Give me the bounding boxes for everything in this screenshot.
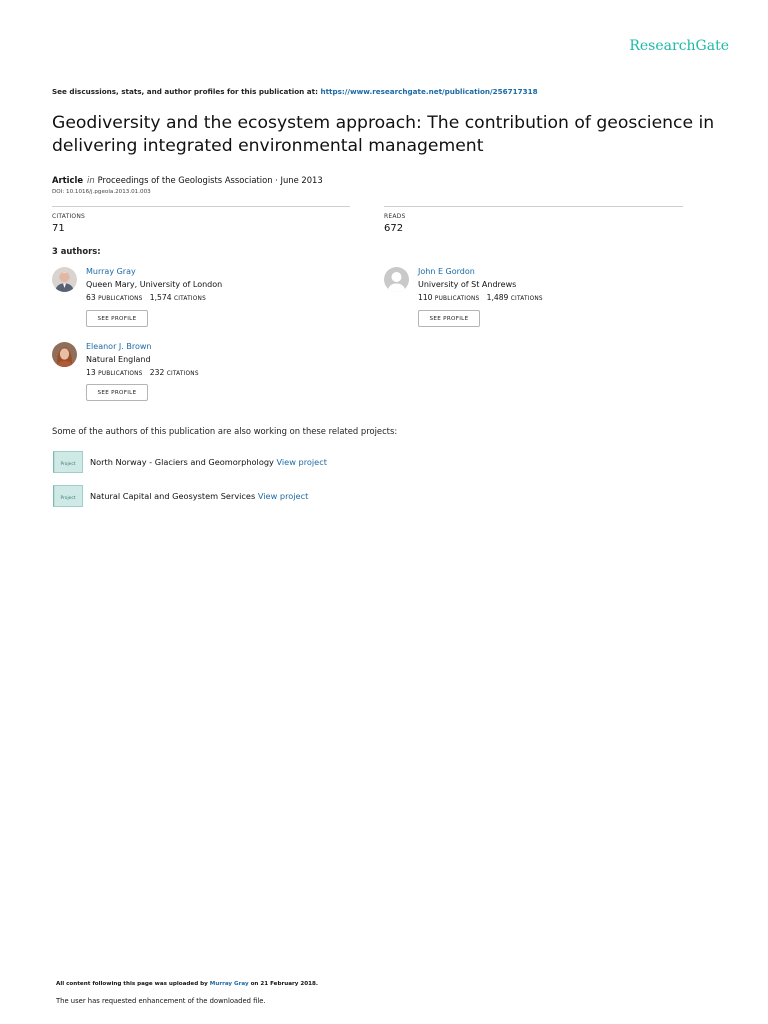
publication-type: Article <box>52 175 84 185</box>
publications-label: PUBLICATIONS <box>98 371 143 377</box>
publication-title: Geodiversity and the ecosystem approach: The contribution of geoscience in delivering integrated environmental management <box>52 113 715 156</box>
author-name-john-e-gordon[interactable]: John E Gordon <box>418 267 475 276</box>
uploader-link[interactable]: Murray Gray <box>209 981 249 987</box>
researchgate-logo[interactable]: ResearchGate <box>629 38 729 54</box>
project-icon-label: Project <box>60 462 76 467</box>
author-stats <box>418 293 543 302</box>
avatar-murray-gray[interactable] <box>52 267 77 292</box>
view-project-link[interactable]: View project <box>257 491 309 501</box>
author-stats <box>86 368 199 377</box>
citations-label: CITATIONS <box>52 213 86 220</box>
avatar-eleanor-j-brown[interactable] <box>52 342 77 367</box>
reads-count: 672 <box>384 223 404 234</box>
project-title: North Norway - Glaciers and Geomorphology <box>90 457 274 467</box>
upload-suffix: on 21 February 2018. <box>248 981 319 987</box>
project-folder-icon[interactable] <box>53 485 83 507</box>
author-stats <box>86 293 206 302</box>
authors-label: 3 authors: <box>52 246 101 256</box>
project-folder-icon[interactable] <box>53 451 83 473</box>
author-institution: Natural England <box>86 355 151 364</box>
journal-name: Proceedings of the Geologists Association · June 2013 <box>97 175 323 185</box>
avatar-john-e-gordon[interactable] <box>384 267 409 292</box>
publications-count: 110 <box>418 293 433 302</box>
reads-label: READS <box>384 213 406 220</box>
citations-count: 1,489 <box>486 293 509 302</box>
discussion-text: See discussions, stats, and author profiles for this publication at: <box>52 87 321 96</box>
project-icon-label: Project <box>60 496 76 501</box>
author-institution: Queen Mary, University of London <box>86 280 223 289</box>
reads-divider <box>384 206 683 207</box>
discussion-line <box>52 87 538 96</box>
see-profile-button[interactable]: SEE PROFILE <box>86 310 148 327</box>
citations-label: CITATIONS <box>173 296 206 302</box>
citations-count: 71 <box>52 223 65 234</box>
publication-meta <box>52 175 323 185</box>
view-project-link[interactable]: View project <box>276 457 327 467</box>
doi: DOI: 10.1016/j.pgeola.2013.01.003 <box>52 189 151 195</box>
enhancement-note: The user has requested enhancement of the downloaded file. <box>56 997 266 1005</box>
see-profile-button[interactable]: SEE PROFILE <box>418 310 480 327</box>
publications-label: PUBLICATIONS <box>98 296 143 302</box>
project-item <box>90 491 308 501</box>
author-name-murray-gray[interactable]: Murray Gray <box>86 267 136 276</box>
author-name-eleanor-j-brown[interactable]: Eleanor J. Brown <box>86 342 152 351</box>
in-label: in <box>87 175 95 185</box>
upload-note <box>56 981 318 987</box>
publications-count: 63 <box>86 293 96 302</box>
author-institution: University of St Andrews <box>418 280 517 289</box>
see-profile-button[interactable]: SEE PROFILE <box>86 384 148 401</box>
citations-divider <box>52 206 350 207</box>
publication-url-link[interactable]: https://www.researchgate.net/publication/256717318 <box>320 87 538 96</box>
upload-prefix: All content following this page was uploaded by <box>56 981 210 987</box>
citations-count: 232 <box>149 368 165 377</box>
publications-label: PUBLICATIONS <box>434 296 480 302</box>
citations-label: CITATIONS <box>166 371 199 377</box>
related-projects-label: Some of the authors of this publication are also working on these related projects: <box>52 426 398 436</box>
project-title: Natural Capital and Geosystem Services <box>90 491 256 501</box>
publications-count: 13 <box>86 368 96 377</box>
project-item <box>90 457 327 467</box>
citations-count: 1,574 <box>149 293 172 302</box>
citations-label: CITATIONS <box>510 296 543 302</box>
